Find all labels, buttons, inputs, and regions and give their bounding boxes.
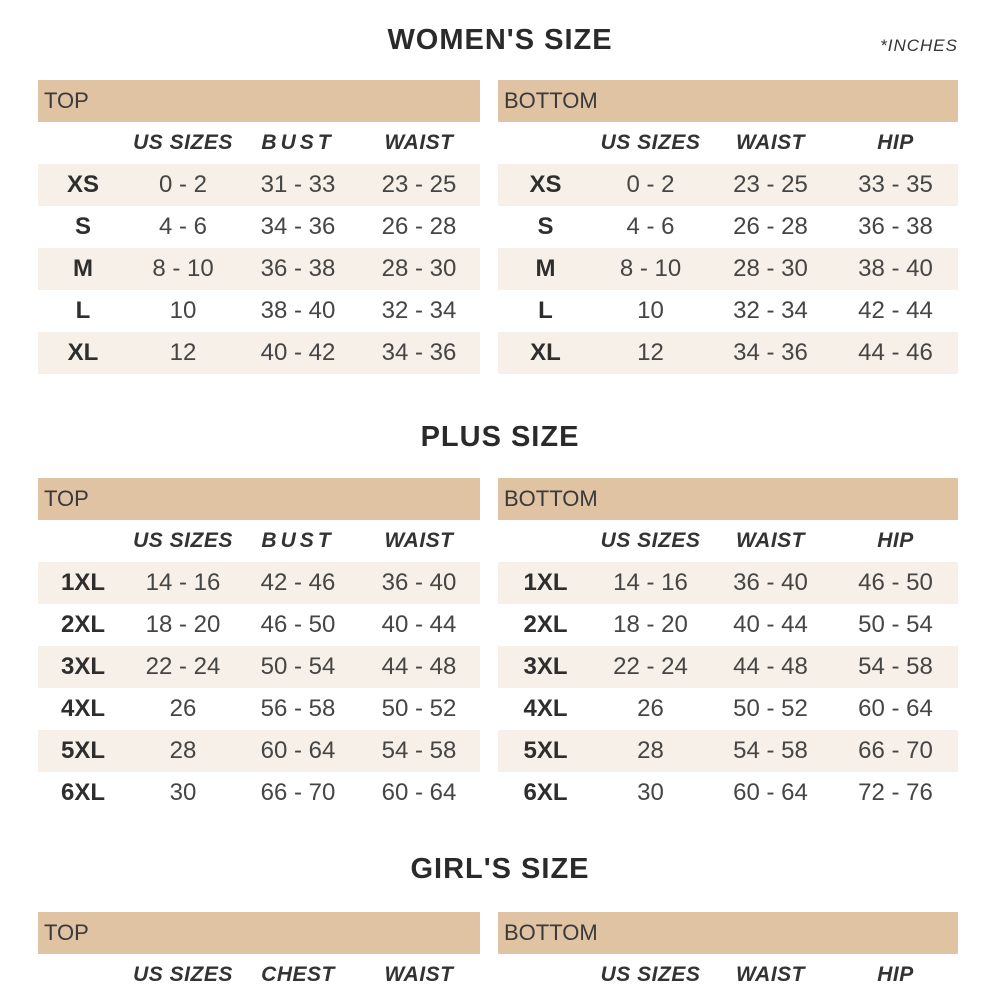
size-cell: 6XL: [523, 779, 568, 806]
table-cell: 28 - 30: [733, 255, 808, 282]
table-row: [38, 206, 480, 248]
table-row: [498, 290, 958, 332]
table-row: [498, 206, 958, 248]
column-header: HIP: [877, 963, 914, 986]
table-row: [38, 562, 480, 604]
column-header: WAIST: [736, 529, 805, 552]
table-row: [498, 772, 958, 814]
table-cell: 28: [637, 737, 664, 764]
table-row: [498, 688, 958, 730]
table-cell: 4 - 6: [158, 213, 208, 240]
table-cell: 50 - 52: [733, 695, 808, 722]
table-row: [38, 646, 480, 688]
table-cell: 44 - 48: [733, 653, 808, 680]
table-cell: 36 - 38: [260, 255, 336, 282]
table-cell: 34 - 36: [733, 339, 808, 366]
table-cell: 36 - 40: [381, 569, 457, 596]
table-cell: 50 - 54: [260, 653, 336, 680]
size-cell: L: [75, 297, 91, 324]
size-cell: 1XL: [523, 569, 568, 596]
table-cell: 23 - 25: [733, 171, 808, 198]
column-header: WAIST: [736, 963, 805, 986]
girls-bottom-table: [498, 912, 958, 996]
table-cell: 8 - 10: [619, 255, 682, 282]
table-cell: 28: [169, 737, 197, 764]
table-cell: 42 - 46: [260, 569, 336, 596]
table-header-band: TOP: [38, 80, 480, 122]
size-cell: L: [538, 297, 553, 324]
table-cell: 66 - 70: [858, 737, 933, 764]
size-cell: XL: [67, 339, 99, 366]
table-cell: 44 - 48: [381, 653, 457, 680]
table-cell: 38 - 40: [260, 297, 336, 324]
table-row: [38, 688, 480, 730]
table-cell: 30: [637, 779, 664, 806]
size-cell: 4XL: [523, 695, 568, 722]
table-row: [498, 164, 958, 206]
table-cell: 31 - 33: [260, 171, 336, 198]
womens-bottom-table: [498, 80, 958, 374]
table-row: [38, 290, 480, 332]
size-cell: 2XL: [523, 611, 568, 638]
column-header: US SIZES: [600, 131, 701, 154]
section-title-plus: PLUS SIZE: [420, 421, 580, 453]
table-cell: 23 - 25: [381, 171, 457, 198]
table-cell: 28 - 30: [381, 255, 457, 282]
table-cell: 54 - 58: [858, 653, 933, 680]
table-cell: 42 - 44: [858, 297, 933, 324]
size-cell: 2XL: [60, 611, 105, 638]
table-cell: 56 - 58: [260, 695, 336, 722]
column-header: HIP: [877, 529, 914, 552]
size-cell: XL: [530, 339, 561, 366]
column-headers: [498, 520, 958, 562]
table-cell: 0 - 2: [626, 171, 675, 198]
size-cell: M: [535, 255, 556, 282]
table-cell: 8 - 10: [152, 255, 214, 282]
table-cell: 66 - 70: [260, 779, 336, 806]
table-cell: 60 - 64: [733, 779, 808, 806]
size-cell: 5XL: [523, 737, 568, 764]
plus-top-table: [38, 478, 480, 814]
table-cell: 40 - 44: [733, 611, 808, 638]
table-cell: 40 - 44: [381, 611, 457, 638]
column-headers: [38, 954, 480, 996]
column-header: US SIZES: [133, 963, 233, 986]
table-cell: 34 - 36: [381, 339, 457, 366]
table-cell: 72 - 76: [858, 779, 933, 806]
column-header: US SIZES: [133, 131, 233, 154]
column-headers: [38, 122, 480, 164]
table-cell: 54 - 58: [733, 737, 808, 764]
table-cell: 60 - 64: [260, 737, 336, 764]
table-cell: 14 - 16: [613, 569, 688, 596]
size-cell: 1XL: [60, 569, 105, 596]
table-row: [38, 332, 480, 374]
unit-note: *INCHES: [880, 36, 958, 55]
table-cell: 10: [169, 297, 197, 324]
table-cell: 40 - 42: [260, 339, 336, 366]
table-row: [38, 604, 480, 646]
table-cell: 44 - 46: [858, 339, 933, 366]
table-cell: 36 - 38: [858, 213, 933, 240]
table-cell: 10: [637, 297, 664, 324]
plus-bottom-table: [498, 478, 958, 814]
table-cell: 26: [169, 695, 197, 722]
size-cell: XS: [529, 171, 562, 198]
table-cell: 50 - 54: [858, 611, 933, 638]
table-cell: 46 - 50: [858, 569, 933, 596]
table-cell: 54 - 58: [381, 737, 457, 764]
size-cell: S: [537, 213, 554, 240]
section-title-girls: GIRL'S SIZE: [410, 853, 590, 885]
table-row: [38, 730, 480, 772]
column-header: BUST: [261, 529, 335, 552]
column-header: US SIZES: [600, 529, 701, 552]
table-cell: 12: [637, 339, 664, 366]
column-headers: [498, 122, 958, 164]
table-header-band: TOP: [38, 478, 480, 520]
table-cell: 14 - 16: [145, 569, 221, 596]
table-cell: 32 - 34: [733, 297, 808, 324]
table-row: [498, 646, 958, 688]
column-header: WAIST: [736, 131, 805, 154]
table-cell: 38 - 40: [858, 255, 933, 282]
table-header-band: BOTTOM: [498, 80, 958, 122]
size-cell: 3XL: [60, 653, 105, 680]
column-header: WAIST: [384, 963, 454, 986]
table-row: [498, 332, 958, 374]
table-cell: 12: [169, 339, 197, 366]
table-cell: 26: [637, 695, 664, 722]
table-header-band: TOP: [38, 912, 480, 954]
column-header: WAIST: [384, 131, 454, 154]
column-header: US SIZES: [133, 529, 233, 552]
table-cell: 0 - 2: [158, 171, 208, 198]
table-cell: 50 - 52: [381, 695, 457, 722]
girls-top-table: [38, 912, 480, 996]
table-cell: 22 - 24: [145, 653, 221, 680]
size-cell: M: [73, 255, 93, 282]
column-headers: [38, 520, 480, 562]
table-header-band: BOTTOM: [498, 478, 958, 520]
table-row: [38, 248, 480, 290]
size-cell: 3XL: [523, 653, 568, 680]
table-row: [38, 164, 480, 206]
table-cell: 30: [169, 779, 197, 806]
table-cell: 32 - 34: [381, 297, 457, 324]
table-cell: 33 - 35: [858, 171, 933, 198]
table-header-band: BOTTOM: [498, 912, 958, 954]
table-cell: 34 - 36: [260, 213, 336, 240]
table-row: [498, 248, 958, 290]
table-cell: 60 - 64: [858, 695, 933, 722]
size-cell: 5XL: [60, 737, 105, 764]
table-row: [38, 772, 480, 814]
size-cell: 6XL: [60, 779, 105, 806]
section-title-womens: WOMEN'S SIZE: [387, 24, 613, 56]
column-headers: [498, 954, 958, 996]
column-header: HIP: [877, 131, 914, 154]
womens-top-table: [38, 80, 480, 374]
column-header: WAIST: [384, 529, 454, 552]
table-cell: 4 - 6: [626, 213, 675, 240]
table-cell: 60 - 64: [381, 779, 457, 806]
table-cell: 18 - 20: [145, 611, 221, 638]
table-row: [498, 562, 958, 604]
table-cell: 26 - 28: [733, 213, 808, 240]
column-header: BUST: [261, 131, 335, 154]
table-row: [498, 604, 958, 646]
size-cell: S: [74, 213, 91, 240]
table-cell: 26 - 28: [381, 213, 457, 240]
table-cell: 36 - 40: [733, 569, 808, 596]
size-cell: XS: [66, 171, 99, 198]
table-cell: 18 - 20: [613, 611, 688, 638]
column-header: US SIZES: [600, 963, 701, 986]
size-cell: 4XL: [60, 695, 105, 722]
column-header: CHEST: [261, 963, 335, 986]
table-row: [498, 730, 958, 772]
table-cell: 22 - 24: [613, 653, 688, 680]
table-cell: 46 - 50: [260, 611, 336, 638]
